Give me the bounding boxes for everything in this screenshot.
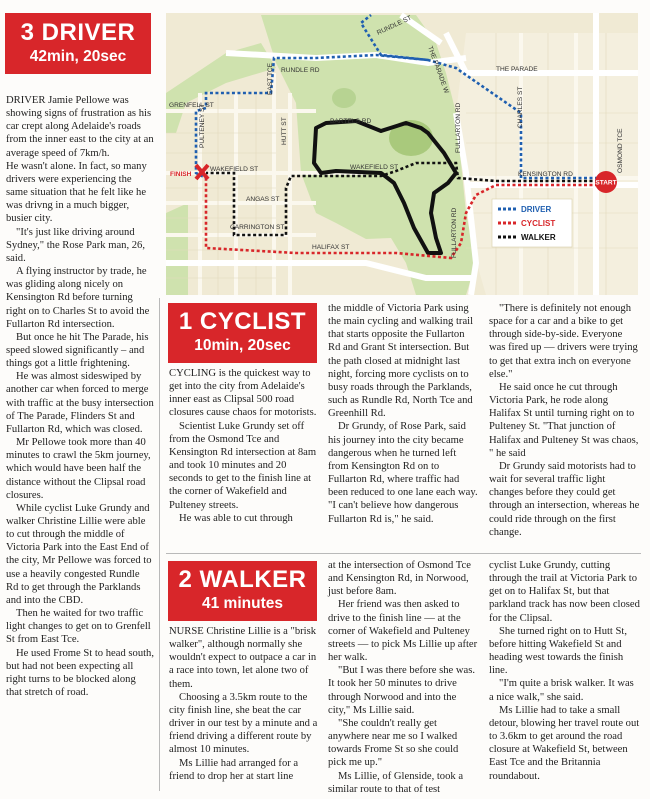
walker-col1 — [169, 625, 319, 783]
cyclist-paragraph: He was able to cut through — [179, 512, 293, 524]
cyclist-col2 — [328, 302, 479, 526]
walker-paragraph: at the intersection of Osmond Tce and Kensington Rd, in Norwood, just before 8am. — [328, 560, 471, 598]
driver-story — [6, 94, 154, 699]
cyclist-paragraph: Dr Grundy, of Rose Park, said his journey into the city became dangerous when he turned left from Kensington Rd on to Fullarton Rd, where traffic had been reduced to one lane each way. "I can't believe how dangerous Fullarton Rd is," he said. — [328, 421, 478, 525]
walker-paragraph: Ms Lillie, of Glenside, took a similar route to that of test — [328, 770, 464, 795]
legend-label-walker: WALKER — [521, 233, 556, 242]
walker-time: 41 minutes — [202, 595, 283, 612]
label-the-parade: THE PARADE — [496, 66, 538, 73]
walker-paragraph: "She couldn't really get anywhere near me so I walked towards Frome St so she could pick me up." — [328, 717, 459, 769]
walker-paragraph: She turned right on to Hutt St, before hitting Wakefield St and heading west towards the finish line. — [489, 625, 628, 677]
label-east-tce: EAST TCE — [267, 62, 274, 95]
label-osmond-tce: OSMOND TCE — [617, 128, 624, 173]
start-marker — [595, 171, 617, 193]
cyclist-header — [168, 303, 317, 363]
label-pulteney-st: PULTENEY ST — [199, 103, 206, 148]
driver-paragraph: While cyclist Luke Grundy and walker Christine Lillie were able to cut through the middle of Victoria Park into the East End of the city, Mr Pellowe was forced to use a heavily congested Rundle Rd to get through the Parklands and into the CBD. — [6, 502, 152, 606]
column-divider — [159, 298, 160, 791]
walker-col2 — [328, 559, 479, 796]
driver-paragraph: "It's just like driving around Sydney," the Rose Park man, 26, said. — [6, 226, 145, 264]
driver-paragraph: Then he waited for two traffic light changes to get on to Grenfell St from East Tce. — [6, 608, 151, 646]
label-kensington-rd: KENSINGTON RD — [518, 171, 573, 178]
walker-header — [168, 561, 317, 621]
label-bartels-rd: BARTELS RD — [330, 118, 372, 125]
label-angas-st: ANGAS ST — [246, 196, 280, 203]
label-wakefield-st-west: WAKEFIELD ST — [210, 166, 259, 173]
finish-label: FINISH — [170, 171, 192, 178]
cyclist-paragraph: "There is definitely not enough space for a car and a bike to get through side-by-side. Everyone was fired up — drivers were trying to get that extra inch on everyone else." — [489, 303, 638, 380]
label-carrington-st: CARRINGTON ST — [230, 224, 285, 231]
legend-label-driver: DRIVER — [521, 205, 552, 214]
label-halifax-st: HALIFAX ST — [312, 244, 350, 251]
cyclist-col1 — [169, 367, 319, 525]
label-fullarton-rd: FULLARTON RD — [455, 102, 462, 153]
walker-paragraph: NURSE Christine Lillie is a "brisk walker", although normally she wouldn't expect to outpace a car in a race into town, let alone two of them. — [169, 626, 317, 690]
walker-paragraph: cyclist Luke Grundy, cutting through the trail at Victoria Park to get on to Halifax St, but that parkland track has now been closed for the Clipsal. — [489, 560, 640, 624]
walker-paragraph: "I'm quite a brisk walker. It was a nice walk," she said. — [489, 678, 634, 703]
driver-paragraph: Mr Pellowe took more than 40 minutes to crawl the 5km journey, which would have been half the distance without the Clipsal road closures. — [6, 437, 151, 501]
walker-col3 — [489, 559, 641, 783]
legend-label-cyclist: CYCLIST — [521, 219, 556, 228]
label-rundle-st: RUNDLE ST — [375, 14, 413, 37]
label-fullarton-rd-south: FULLARTON RD — [451, 207, 458, 258]
cyclist-paragraph: Dr Grundy said motorists had to wait for several traffic light changes before they could get through an intersection, whereas he could ride through on the first change. — [489, 460, 640, 538]
label-charles-st: CHARLES ST — [517, 86, 524, 128]
park-pond — [332, 88, 356, 108]
walker-paragraph: "But I was there before she was. It took her 50 minutes to drive through Norwood and into the city," Ms Lillie said. — [328, 665, 475, 716]
section-divider — [166, 553, 641, 554]
driver-paragraph: He was almost sideswiped by another car when forced to merge with traffic at the busy intersection of The Parade, Flinders St and Fullarton Rd, which was closed. — [6, 371, 154, 435]
walker-title: 2 WALKER — [178, 566, 307, 593]
label-grenfell-st: GRENFELL ST — [169, 102, 214, 109]
driver-time: 42min, 20sec — [29, 48, 127, 65]
walker-paragraph: Ms Lillie had arranged for a friend to drop her at start line — [169, 757, 299, 782]
driver-paragraph: But once he hit The Parade, his speed slowed significantly – and things got a little frightening. — [6, 331, 149, 370]
driver-paragraph: DRIVER Jamie Pellowe was showing signs of frustration as his car crept along Adelaide's roads from the inner east to the city at an average speed of 7km/h. — [6, 95, 154, 159]
driver-paragraph: He wasn't alone. In fact, so many drivers were experiencing the same situation that he felt like he was drivng in a much bigger, busier city. — [6, 160, 147, 225]
cyclist-title: 1 CYCLIST — [178, 308, 307, 335]
driver-title: 3 DRIVER — [20, 19, 136, 46]
cyclist-paragraph: CYCLING is the quickest way to get into the city from Adelaide's inner east as Clipsal 500 road closures cause chaos for motorists. — [169, 368, 317, 419]
parkland-west — [166, 203, 188, 295]
cyclist-time: 10min, 20sec — [194, 337, 291, 354]
walker-paragraph: Ms Lillie had to take a small detour, blowing her travel route out to 3.6km to get around the road closure at Wakefield St, between East Tce and the Britannia roundabout. — [489, 704, 640, 782]
label-the-parade-w: THE PARADE W — [426, 45, 450, 95]
cyclist-col3 — [489, 302, 641, 539]
cyclist-paragraph: He said once he cut through Victoria Park, he rode along Halifax St until turning right on to Pulteney St. "That junction of Halifax and Pulteney St was chaos, " he said — [489, 381, 639, 459]
label-hutt-st: HUTT ST — [281, 117, 288, 145]
walker-paragraph: Her friend was then asked to drive to the finish line — at the corner of Wakefield and Pulteney streets — to pick Ms Lillie up after her walk. — [328, 599, 478, 664]
driver-paragraph: He used Frome St to head south, but had not been expecting all right turns to be blocked along that stretch of road. — [6, 647, 154, 699]
walker-paragraph: Choosing a 3.5km route to the city finish line, she beat the car driver in our test by a minute and a friend driving a different route by almost 10 minutes. — [169, 691, 318, 756]
driver-paragraph: A flying instructor by trade, he was gliding along nicely on Kensington Rd before turning right on to Charles St to avoid the Fullarton Rd intersection. — [6, 266, 150, 330]
label-rundle-rd: RUNDLE RD — [281, 67, 320, 74]
driver-header — [5, 13, 151, 74]
label-wakefield-st-park: WAKEFIELD ST — [350, 164, 399, 171]
route-map — [166, 13, 638, 295]
start-label: START — [595, 179, 617, 187]
cyclist-paragraph: the middle of Victoria Park using the main cycling and walking trail that starts opposite the Fullarton Rd and Grant St intersection. But the path closed at midnight last night, forcing more cyclists on to busy roads through the Parklands, such as Rundle Rd, North Tce and Greenhill Rd. — [328, 303, 474, 420]
map-legend — [492, 199, 572, 247]
cyclist-paragraph: Scientist Luke Grundy set off from the Osmond Tce and Kensington Rd intersection at 8am and took 10 minutes and 20 seconds to get to the finish line at the corner of Wakefield and Pulteney streets. — [169, 420, 317, 511]
